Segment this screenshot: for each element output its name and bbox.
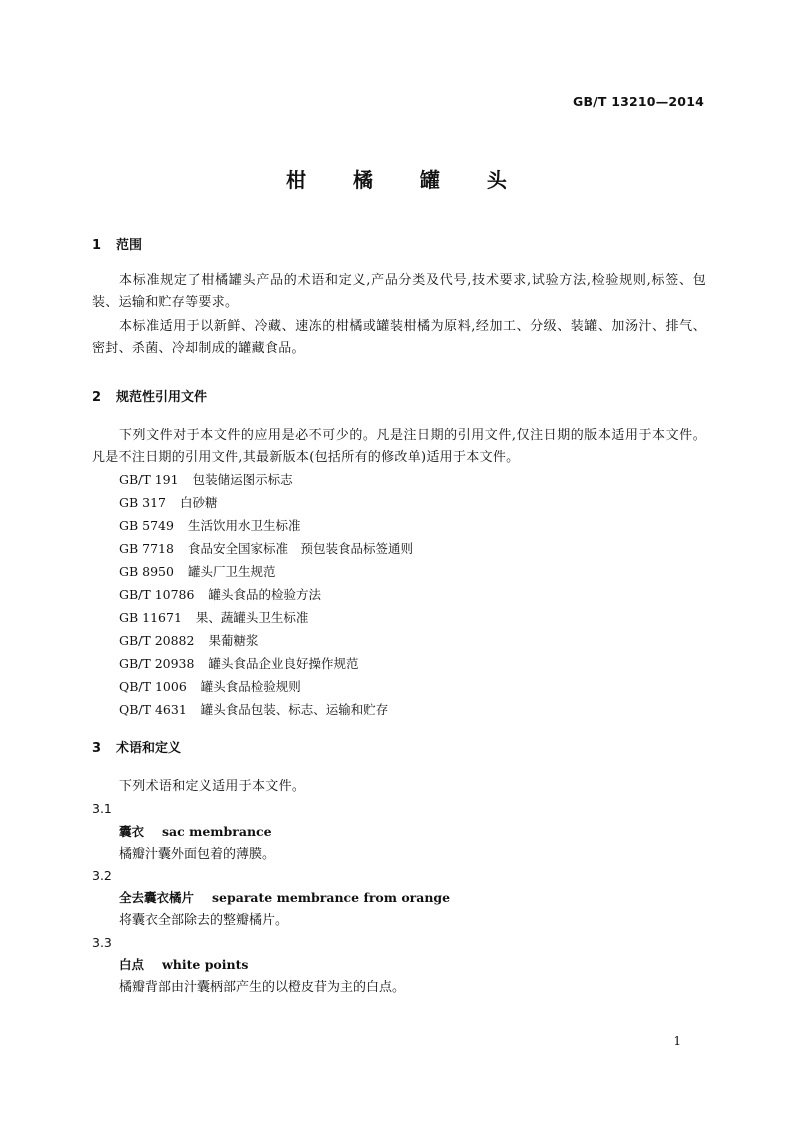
list-item <box>119 698 413 721</box>
reference-title: 罐头食品的检验方法 <box>208 587 321 602</box>
section-heading-terms <box>92 737 181 756</box>
section-title: 术语和定义 <box>116 741 182 756</box>
reference-code: GB/T 20882 <box>119 633 195 648</box>
reference-title: 包装储运图示标志 <box>192 472 293 487</box>
section-title: 规范性引用文件 <box>116 390 208 405</box>
reference-code: GB 317 <box>119 495 167 510</box>
reference-title: 罐头食品包装、标志、运输和贮存 <box>200 702 389 717</box>
section-number: 2 <box>92 390 102 405</box>
reference-code: GB 11671 <box>119 610 182 625</box>
section-number: 1 <box>92 238 102 253</box>
reference-code: GB 7718 <box>119 541 174 556</box>
term-name <box>119 955 248 975</box>
term-definition: 橘瓣汁囊外面包着的薄膜。 <box>119 847 276 862</box>
scope-paragraph-2: 本标准适用于以新鲜、冷藏、速冻的柑橘或罐装柑橘为原料,经加工、分级、装罐、加汤汁、排气、密封、杀菌、冷却制成的罐藏食品。 <box>92 319 706 356</box>
term-name <box>119 888 450 908</box>
terms-intro: 下列术语和定义适用于本文件。 <box>119 779 306 794</box>
document-title: 柑 橘 罐 头 <box>286 168 527 192</box>
page-number: 1 <box>673 1034 681 1048</box>
reference-code: QB/T 4631 <box>119 702 187 717</box>
reference-code: GB 8950 <box>119 564 174 579</box>
list-item <box>119 560 413 583</box>
term-name <box>119 822 272 842</box>
list-item <box>119 468 413 491</box>
list-item <box>119 606 413 629</box>
reference-title: 白砂糖 <box>180 495 218 510</box>
reference-title: 罐头厂卫生规范 <box>187 564 276 579</box>
list-item <box>119 629 413 652</box>
term-name-en: white points <box>162 957 249 972</box>
list-item <box>119 583 413 606</box>
reference-title: 果、蔬罐头卫生标准 <box>195 610 309 625</box>
term-name-cn: 全去囊衣橘片 <box>119 890 195 905</box>
reference-code: QB/T 1006 <box>119 679 187 694</box>
scope-paragraph-1: 本标准规定了柑橘罐头产品的术语和定义,产品分类及代号,技术要求,试验方法,检验规则,标签、包装、运输和贮存等要求。 <box>92 273 706 310</box>
section-heading-scope <box>92 234 142 253</box>
reference-code: GB/T 10786 <box>119 587 195 602</box>
term-definition: 将囊衣全部除去的整瓣橘片。 <box>119 913 289 928</box>
term-name-en: separate membrance from orange <box>212 890 451 905</box>
standard-code: GB/T 13210—2014 <box>572 94 704 109</box>
reference-code: GB/T 20938 <box>119 656 195 671</box>
reference-code: GB 5749 <box>119 518 174 533</box>
term-number: 3.2 <box>92 868 112 883</box>
references-intro: 下列文件对于本文件的应用是必不可少的。凡是注日期的引用文件,仅注日期的版本适用于本文件。凡是不注日期的引用文件,其最新版本(包括所有的修改单)适用于本文件。 <box>92 428 706 465</box>
list-item <box>119 675 413 698</box>
section-title: 范围 <box>116 238 143 253</box>
reference-title: 生活饮用水卫生标准 <box>187 518 301 533</box>
term-name-cn: 白点 <box>119 957 145 972</box>
list-item <box>119 652 413 675</box>
term-name-cn: 囊衣 <box>119 824 145 839</box>
reference-title: 果葡糖浆 <box>208 633 259 648</box>
list-item <box>119 537 413 560</box>
term-number: 3.1 <box>92 801 112 816</box>
list-item <box>119 491 413 514</box>
term-name-en: sac membrance <box>162 824 272 839</box>
term-number: 3.3 <box>92 935 112 950</box>
reference-code: GB/T 191 <box>119 472 179 487</box>
reference-title: 罐头食品企业良好操作规范 <box>208 656 359 671</box>
section-number: 3 <box>92 741 102 756</box>
reference-list <box>119 468 413 721</box>
term-definition: 橘瓣背部由汁囊柄部产生的以橙皮苷为主的白点。 <box>119 980 406 995</box>
list-item <box>119 514 413 537</box>
reference-title: 食品安全国家标准 预包装食品标签通则 <box>187 541 413 556</box>
section-heading-normative-references <box>92 386 207 405</box>
reference-title: 罐头食品检验规则 <box>200 679 301 694</box>
